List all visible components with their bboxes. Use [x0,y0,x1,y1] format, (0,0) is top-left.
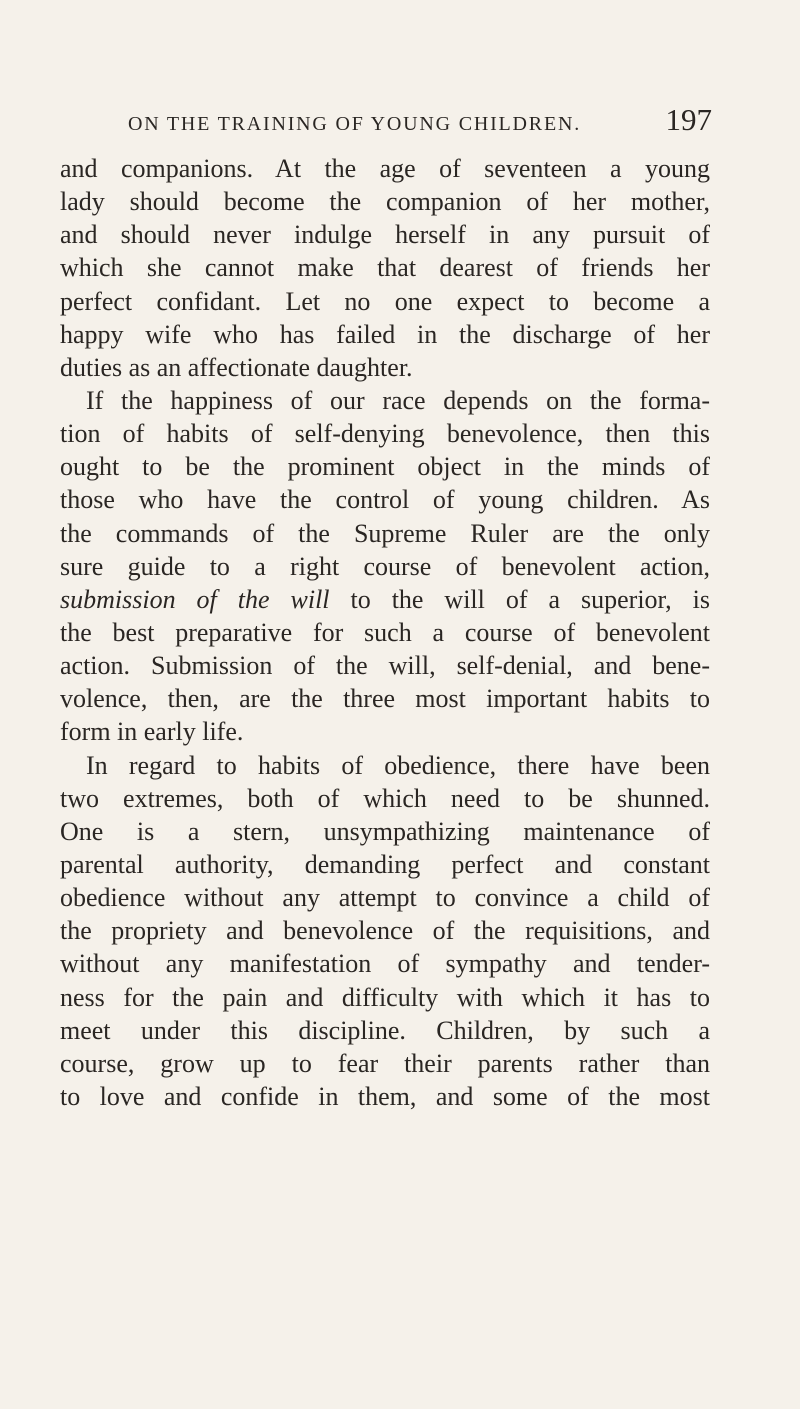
text-line: the commands of the Supreme Ruler are the only [60,518,710,548]
text-line: the best preparative for such a course of benevolent [60,617,710,647]
text-line: parental authority, demanding perfect and constant [60,849,710,879]
text-line-mixed [60,583,710,616]
body-text [60,152,710,1113]
text-line: In regard to habits of obedience, there have been [86,750,710,780]
text-line: happy wife who has failed in the discharge of her [60,319,710,349]
text-line: tion of habits of self-denying benevolence, then this [60,419,710,449]
text-line: ness for the pain and difficulty with which it has to [60,982,710,1012]
text-line: lady should become the companion of her mother, [60,187,710,217]
text-line: perfect confidant. Let no one expect to become a [60,286,710,316]
text-line: meet under this discipline. Children, by such a [60,1015,710,1045]
text-line: and companions. At the age of seventeen a young [60,154,710,183]
text-line: to love and confide in them, and some of the most [60,1081,710,1111]
text-line: form in early life. [60,717,244,747]
text-line: the propriety and benevolence of the requisitions, and [60,916,710,946]
text-fragment: to the will of a superior, is [329,584,710,614]
text-line: those who have the control of young children. As [60,485,710,515]
text-line: course, grow up to fear their parents rather than [60,1048,710,1078]
italic-phrase: submission of the will [60,584,330,614]
text-line: two extremes, both of which need to be shunned. [60,783,710,813]
text-line: One is a stern, unsympathizing maintenance of [60,816,710,846]
running-title: ON THE TRAINING OF YOUNG CHILDREN. [127,113,582,135]
text-line: duties as an affectionate daughter. [60,352,413,382]
text-line: and should never indulge herself in any pursuit of [60,220,710,250]
text-line: volence, then, are the three most important habits to [60,684,710,714]
text-line: ought to be the prominent object in the minds of [60,452,710,482]
text-line: action. Submission of the will, self-denial, and bene- [60,651,710,681]
text-line: sure guide to a right course of benevolent action, [60,551,710,581]
page-number: 197 [665,102,712,137]
running-head [62,104,712,140]
text-line: without any manifestation of sympathy and tender- [60,949,710,979]
text-line: which she cannot make that dearest of friends her [60,253,710,283]
text-line: obedience without any attempt to convince a child of [60,883,710,913]
text-line: If the happiness of our race depends on the forma- [86,385,710,415]
